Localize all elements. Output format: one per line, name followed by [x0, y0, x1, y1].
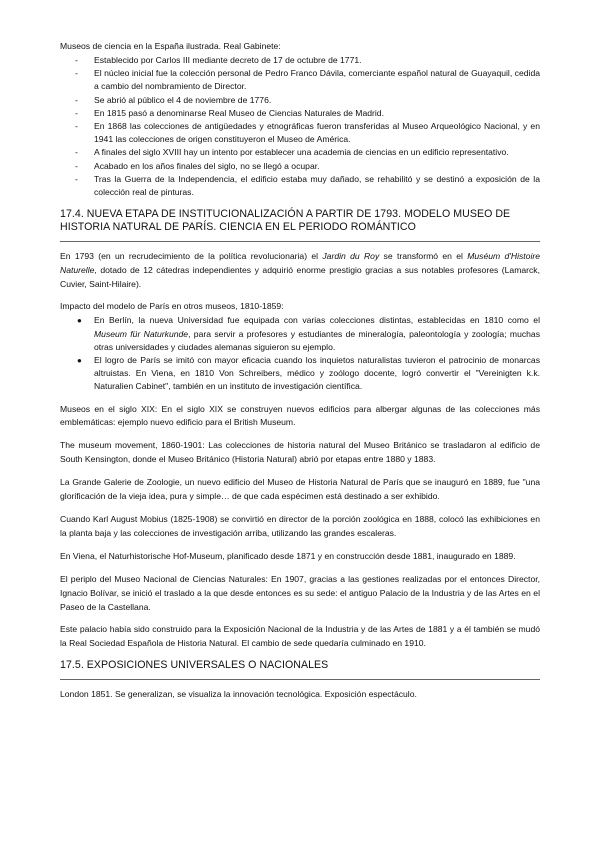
paragraph-viena: En Viena, el Naturhistorische Hof-Museum, planificado desde 1871 y en construcción desde 1881, inaugurado en 1889.: [60, 550, 516, 561]
heading-underline: [60, 679, 540, 680]
list-item: ● En Berlín, la nueva Universidad fue equipada con varias colecciones distintas, establecidas en 1810 como el Museum für Naturkunde, para servir a profesores y estudiantes de mineralogía, paleontología y zoología; muchas otras universidades y ciudades alemanas siguieron su ejemplo.: [77, 315, 540, 352]
paragraph-1793: En 1793 (en un recrudecimiento de la política revolucionaria) el Jardin du Roy se transformó en el Muséum d'Histoire Naturelle, dotado de 12 cátedras independientes y adquirió enorme prestigio gracias a sus notables profesores (Lamarck, Cuvier, Saint-Hilaire).: [60, 250, 541, 289]
document-page: [60, 40, 540, 701]
list-item: - El núcleo inicial fue la colección personal de Pedro Franco Dávila, comerciante español natural de Guayaquil, cedida a cambio del nombramiento de Director.: [75, 68, 540, 92]
gabinete-list: [60, 54, 540, 199]
list-item: - Tras la Guerra de la Independencia, el edificio estaba muy dañado, se rehabilitó y se destinó a exposición de la colección real de pinturas.: [75, 173, 540, 197]
heading-underline: [60, 241, 540, 242]
list-item: ● El logro de París se imitó con mayor eficacia cuando los inquietos naturalistas tuvieron el patrocinio de monarcas altruistas. En Viena, en 1810 Von Schreibers, médico y zoólogo docente, logró convertir el "Vereinigten k.k. Naturalien Cabinet", también en un instituto de investigación científica.: [77, 354, 540, 392]
paragraph-siglo-xix: Museos en el siglo XIX: En el siglo XIX se construyen nuevos edificios para albergar algunas de las colecciones más emblemáticas: ejemplo nuevo edificio para el British Museum.: [60, 403, 540, 428]
paragraph-london: London 1851. Se generalizan, se visualiza la innovación tecnológica. Exposición espectáculo.: [60, 688, 417, 699]
list-item: - Acabado en los años finales del siglo, no se llegó a ocupar.: [75, 160, 320, 171]
section-heading-17-5: 17.5. EXPOSICIONES UNIVERSALES O NACIONALES: [60, 659, 329, 672]
list-item: - A finales del siglo XVIII hay un intento por establecer una academia de ciencias en un edificio representativo.: [75, 147, 509, 158]
list-item: - En 1868 las colecciones de antigüedades y etnográficas fueron transferidas al Museo Arqueológico Nacional, y en 1941 las colecciones de origen constituyeron el Museo de América.: [75, 120, 540, 145]
paragraph-museum-movement: The museum movement, 1860-1901: Las colecciones de historia natural del Museo Británico se trasladaron al edificio de South Kensington, donde el Museo Británico (Historia Natural) abrió por etapas entre 1880 y 1883.: [60, 440, 540, 465]
gabinete-intro: Museos de ciencia en la España ilustrada. Real Gabinete:: [60, 41, 281, 51]
impacto-list: [60, 314, 540, 393]
paragraph-mobius: Cuando Karl August Mobius (1825-1908) se convirtió en director de la porción zoológica en 1888, colocó las exhibiciones en la planta baja y las colecciones de investigación arriba, utilizando las grandes escaleras.: [60, 514, 540, 538]
list-item: - En 1815 pasó a denominarse Real Museo de Ciencias Naturales de Madrid.: [75, 107, 384, 118]
paragraph-palacio: Este palacio había sido construido para la Exposición Nacional de la Industria y de las Artes de 1881 y a él también se mudó la Real Sociedad Española de Historia Natural. El cambio de sede quedaría culminado en 1910.: [60, 624, 540, 649]
list-item: - Establecido por Carlos III mediante decreto de 17 de octubre de 1771.: [75, 54, 362, 65]
paragraph-mncn: El periplo del Museo Nacional de Ciencias Naturales: En 1907, gracias a las gestiones realizadas por el entonces Director, Ignacio Bolívar, se inició el traslado a la que desde entonces es su sede: el antiguo Palacio de la Industria y de las Artes en el Paseo de la Castellana.: [60, 573, 540, 612]
list-item: - Se abrió al público el 4 de noviembre de 1776.: [75, 94, 272, 105]
impacto-intro: Impacto del modelo de París en otros museos, 1810-1859:: [60, 301, 284, 312]
section-heading-17-4: 17.4. NUEVA ETAPA DE INSTITUCIONALIZACIÓN A PARTIR DE 1793. MODELO MUSEO DE HISTORIA NATURAL DE PARÍS. CIENCIA EN EL PERIODO ROMÁNTICO: [60, 208, 511, 234]
paragraph-grande-galerie: La Grande Galerie de Zoologie, un nuevo edificio del Museo de Historia Natural de París que se inauguró en 1889, fue "una glorificación de la vieja idea, pura y simple… de que cada espécimen está destinado a ser exhibido.: [60, 477, 540, 502]
